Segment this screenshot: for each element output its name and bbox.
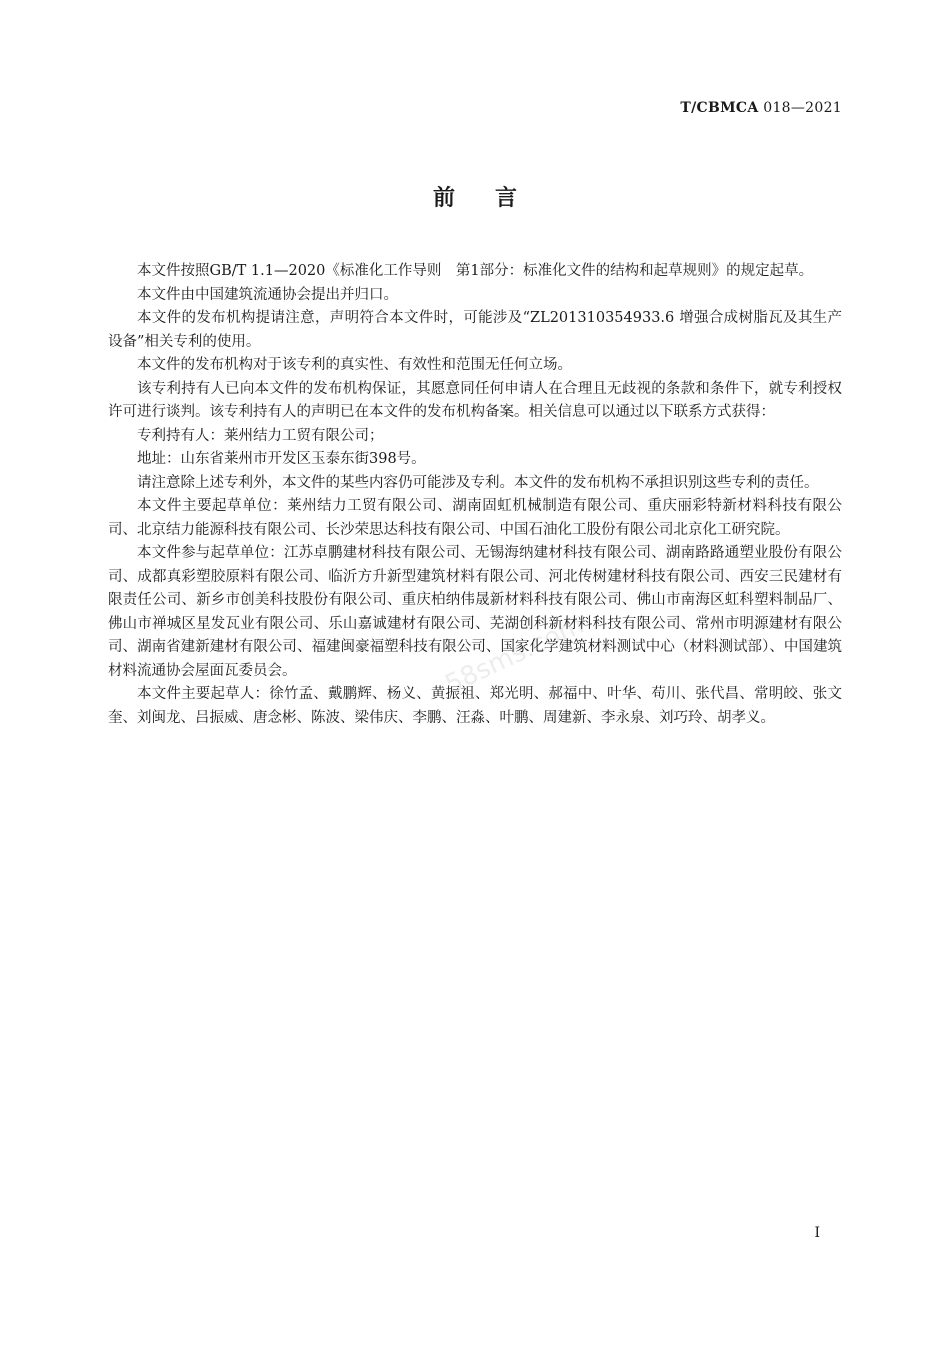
paragraph: 本文件主要起草人：徐竹孟、戴鹏辉、杨义、黄振祖、郑光明、郝福中、叶华、苟川、张代昌、常明皎、张文奎、刘闽龙、吕振威、唐念彬、陈波、梁伟庆、李鹏、汪淼、叶鹏、周建新、李永泉、刘巧玲、胡孝义。 bbox=[108, 686, 842, 726]
paragraph: 该专利持有人已向本文件的发布机构保证，其愿意同任何申请人在合理且无歧视的条款和条件下，就专利授权许可进行谈判。该专利持有人的声明已在本文件的发布机构备案。相关信息可以通过以下联系方式获得： bbox=[108, 380, 842, 420]
watermark: 58sms.com bbox=[440, 609, 589, 701]
paragraph: 本文件由中国建筑流通协会提出并归口。 bbox=[137, 286, 398, 303]
standard-code-prefix: T/CBMCA bbox=[680, 100, 759, 116]
paragraph: 本文件的发布机构提请注意，声明符合本文件时，可能涉及“ZL201310354933.6 增强合成树脂瓦及其生产设备”相关专利的使用。 bbox=[108, 310, 842, 350]
paragraph: 本文件按照GB/T 1.1—2020《标准化工作导则 第1部分：标准化文件的结构和起草规则》的规定起草。 bbox=[137, 263, 814, 279]
paragraph: 请注意除上述专利外，本文件的某些内容仍可能涉及专利。本文件的发布机构不承担识别这些专利的责任。 bbox=[137, 474, 819, 491]
page-number: I bbox=[814, 1225, 820, 1241]
paragraph: 本文件的发布机构对于该专利的真实性、有效性和范围无任何立场。 bbox=[137, 357, 572, 373]
section-title: 前言 bbox=[432, 186, 557, 211]
paragraph: 本文件主要起草单位：莱州结力工贸有限公司、湖南固虹机械制造有限公司、重庆丽彩特新材料科技有限公司、北京结力能源科技有限公司、长沙荣思达科技有限公司、中国石油化工股份有限公司北京化工研究院。 bbox=[108, 498, 842, 538]
paragraph: 地址：山东省莱州市开发区玉泰东街398号。 bbox=[137, 451, 426, 467]
standard-code bbox=[680, 100, 842, 116]
paragraph: 本文件参与起草单位：江苏卓鹏建材科技有限公司、无锡海纳建材科技有限公司、湖南路路通塑业股份有限公司、成都真彩塑胶原料有限公司、临沂方升新型建筑材料有限公司、河北传树建材科技有限公司、西安三民建材有限责任公司、新乡市创美科技股份有限公司、重庆柏纳伟晟新材料科技有限公司、佛山市南海区虹科塑料制品厂、佛山市禅城区星发瓦业有限公司、乐山嘉诚建材有限公司、芜湖创科新材料科技有限公司、常州市明源建材有限公司、湖南省建新建材有限公司、福建闽豪福塑科技有限公司、国家化学建筑材料测试中心（材料测试部）、中国建筑材料流通协会屋面瓦委员会。 bbox=[108, 545, 842, 679]
standard-code-number: 018—2021 bbox=[758, 100, 842, 116]
paragraph: 专利持有人：莱州结力工贸有限公司； bbox=[137, 427, 384, 444]
foreword-body bbox=[108, 260, 842, 730]
